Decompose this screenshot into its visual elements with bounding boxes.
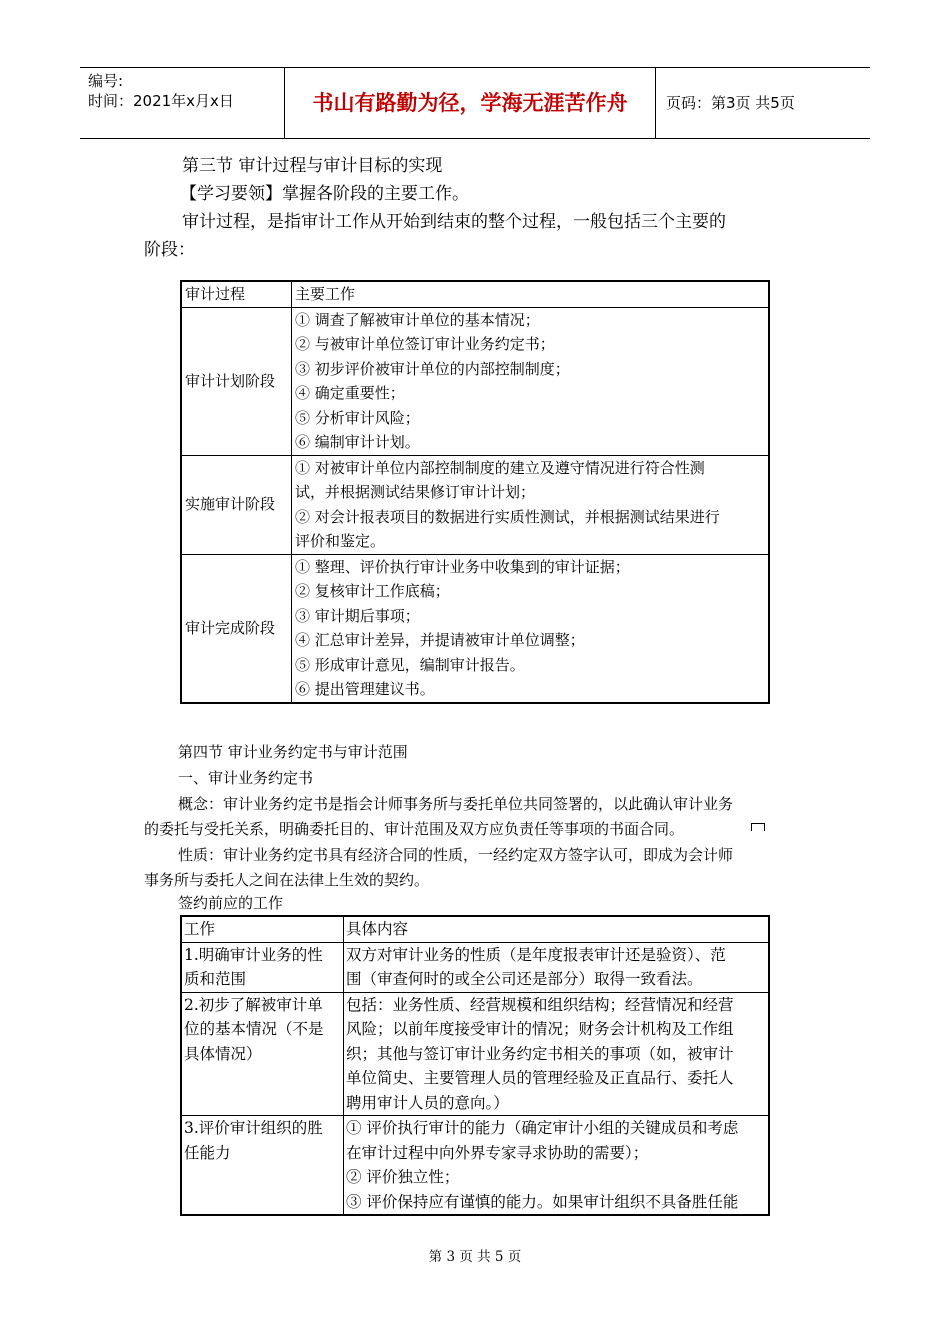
header-page-info: 页码：第3页 共5页 xyxy=(666,94,795,112)
content-cell xyxy=(344,992,770,1116)
work-line: 任能力 xyxy=(184,1143,231,1162)
nature-line2: 事务所与委托人之间在法律上生效的契约。 xyxy=(144,871,430,889)
pre-sign-work-table xyxy=(180,915,770,1216)
content-line: 单位简史、主要管理人员的管理经验及正直品行、委托人 xyxy=(346,1069,734,1087)
work-line: ① 整理、评价执行审计业务中收集到的审计证据； xyxy=(295,557,630,576)
date-label: 时间：2021年x月x日 xyxy=(88,92,234,110)
work-line: 1.明确审计业务的性 xyxy=(184,945,323,964)
table-row xyxy=(181,1116,769,1216)
nature-line1: 性质：审计业务约定书具有经济合同的性质，一经约定双方签字认可，即成为会计师 xyxy=(178,846,734,864)
table-header-cell: 审计过程 xyxy=(181,281,292,307)
work-line: ③ 审计期后事项； xyxy=(295,606,420,625)
content-line: 聘用审计人员的意向。） xyxy=(346,1093,509,1112)
section3-intro-line1: 审计过程，是指审计工作从开始到结束的整个过程，一般包括三个主要的 xyxy=(182,212,726,232)
work-cell xyxy=(181,942,344,992)
work-line: 3.评价审计组织的胜 xyxy=(184,1119,323,1137)
section3-requirement: 【学习要领】掌握各阶段的主要工作。 xyxy=(180,184,469,204)
work-line: 位的基本情况（不是 xyxy=(184,1020,324,1038)
stage-cell: 审计完成阶段 xyxy=(181,554,292,703)
table-row xyxy=(181,455,769,554)
work-line: ⑥ 编制审计计划。 xyxy=(295,433,420,451)
concept-line1: 概念：审计业务约定书是指会计师事务所与委托单位共同签署的，以此确认审计业务 xyxy=(178,795,734,813)
section3-intro-line2: 阶段： xyxy=(144,240,195,260)
content-line: ② 评价独立性； xyxy=(346,1168,460,1186)
content-line: 在审计过程中向外界专家寻求协助的需要）； xyxy=(346,1143,649,1162)
content-line: ③ 评价保持应有谨慎的能力。如果审计组织不具备胜任能 xyxy=(346,1192,739,1211)
content-line: 双方对审计业务的性质（是年度报表审计还是验资）、范 xyxy=(346,945,726,964)
section3-title: 第三节 审计过程与审计目标的实现 xyxy=(182,156,443,176)
work-line: ⑥ 提出管理建议书。 xyxy=(295,680,435,698)
work-line: 具体情况） xyxy=(184,1044,262,1063)
header-meta xyxy=(80,68,284,138)
work-cell xyxy=(181,1116,344,1216)
table-header-row xyxy=(181,916,769,942)
content-cell xyxy=(344,942,770,992)
audit-process-table xyxy=(180,280,770,704)
content-line: 包括：业务性质、经营规模和组织结构；经营情况和经营 xyxy=(346,995,734,1014)
page-header xyxy=(80,67,870,139)
work-line: ② 与被审计单位签订审计业务约定书； xyxy=(295,335,555,353)
table-row xyxy=(181,992,769,1116)
work-line: ④ 汇总审计差异，并提请被审计单位调整； xyxy=(295,631,585,649)
table-row xyxy=(181,554,769,703)
stage-cell: 实施审计阶段 xyxy=(181,455,292,554)
work-cell xyxy=(292,307,770,455)
content-line: 织；其他与签订审计业务约定书相关的事项（如，被审计 xyxy=(346,1044,734,1063)
work-line: ③ 初步评价被审计单位的内部控制制度； xyxy=(295,359,570,378)
content-line: 围（审查何时的或全公司还是部分）取得一致看法。 xyxy=(346,970,703,988)
table-header-cell: 工作 xyxy=(181,916,344,942)
content-line: 风险；以前年度接受审计的情况；财务会计机构及工作组 xyxy=(346,1020,734,1038)
work-line: 2.初步了解被审计单 xyxy=(184,995,323,1014)
page-footer: 第 3 页 共 5 页 xyxy=(428,1249,522,1265)
table-header-cell: 主要工作 xyxy=(292,281,770,307)
stage-cell: 审计计划阶段 xyxy=(181,307,292,455)
header-motto: 书山有路勤为径，学海无涯苦作舟 xyxy=(284,68,656,138)
work-line: ② 复核审计工作底稿； xyxy=(295,582,450,600)
concept-line2: 的委托与受托关系，明确委托目的、审计范围及双方应负责任等事项的书面合同。 xyxy=(144,820,685,838)
number-label: 编号: xyxy=(88,72,124,90)
work-line: ④ 确定重要性； xyxy=(295,384,405,402)
work-line: ① 对被审计单位内部控制制度的建立及遵守情况进行符合性测 xyxy=(295,458,705,477)
cursor-mark-icon xyxy=(751,823,765,831)
table-row xyxy=(181,942,769,992)
work-cell xyxy=(292,554,770,703)
work-line: ⑤ 形成审计意见，编制审计报告。 xyxy=(295,655,525,674)
pre-sign-label: 签约前应的工作 xyxy=(178,894,284,912)
work-cell xyxy=(181,992,344,1116)
table-header-row xyxy=(181,281,769,307)
work-line: ① 调查了解被审计单位的基本情况； xyxy=(295,310,540,329)
work-line: 试，并根据测试结果修订审计计划； xyxy=(295,483,536,501)
section4-subtitle: 一、审计业务约定书 xyxy=(178,769,314,787)
work-line: 评价和鉴定。 xyxy=(295,532,386,550)
section4-title: 第四节 审计业务约定书与审计范围 xyxy=(178,743,408,761)
work-line: ⑤ 分析审计风险； xyxy=(295,408,420,427)
work-line: ② 对会计报表项目的数据进行实质性测试，并根据测试结果进行 xyxy=(295,507,720,526)
table-header-cell: 具体内容 xyxy=(344,916,770,942)
work-line: 质和范围 xyxy=(184,970,247,988)
content-line: ① 评价执行审计的能力（确定审计小组的关键成员和考虑 xyxy=(346,1119,739,1137)
content-cell xyxy=(344,1116,770,1216)
table-row xyxy=(181,307,769,455)
work-cell xyxy=(292,455,770,554)
